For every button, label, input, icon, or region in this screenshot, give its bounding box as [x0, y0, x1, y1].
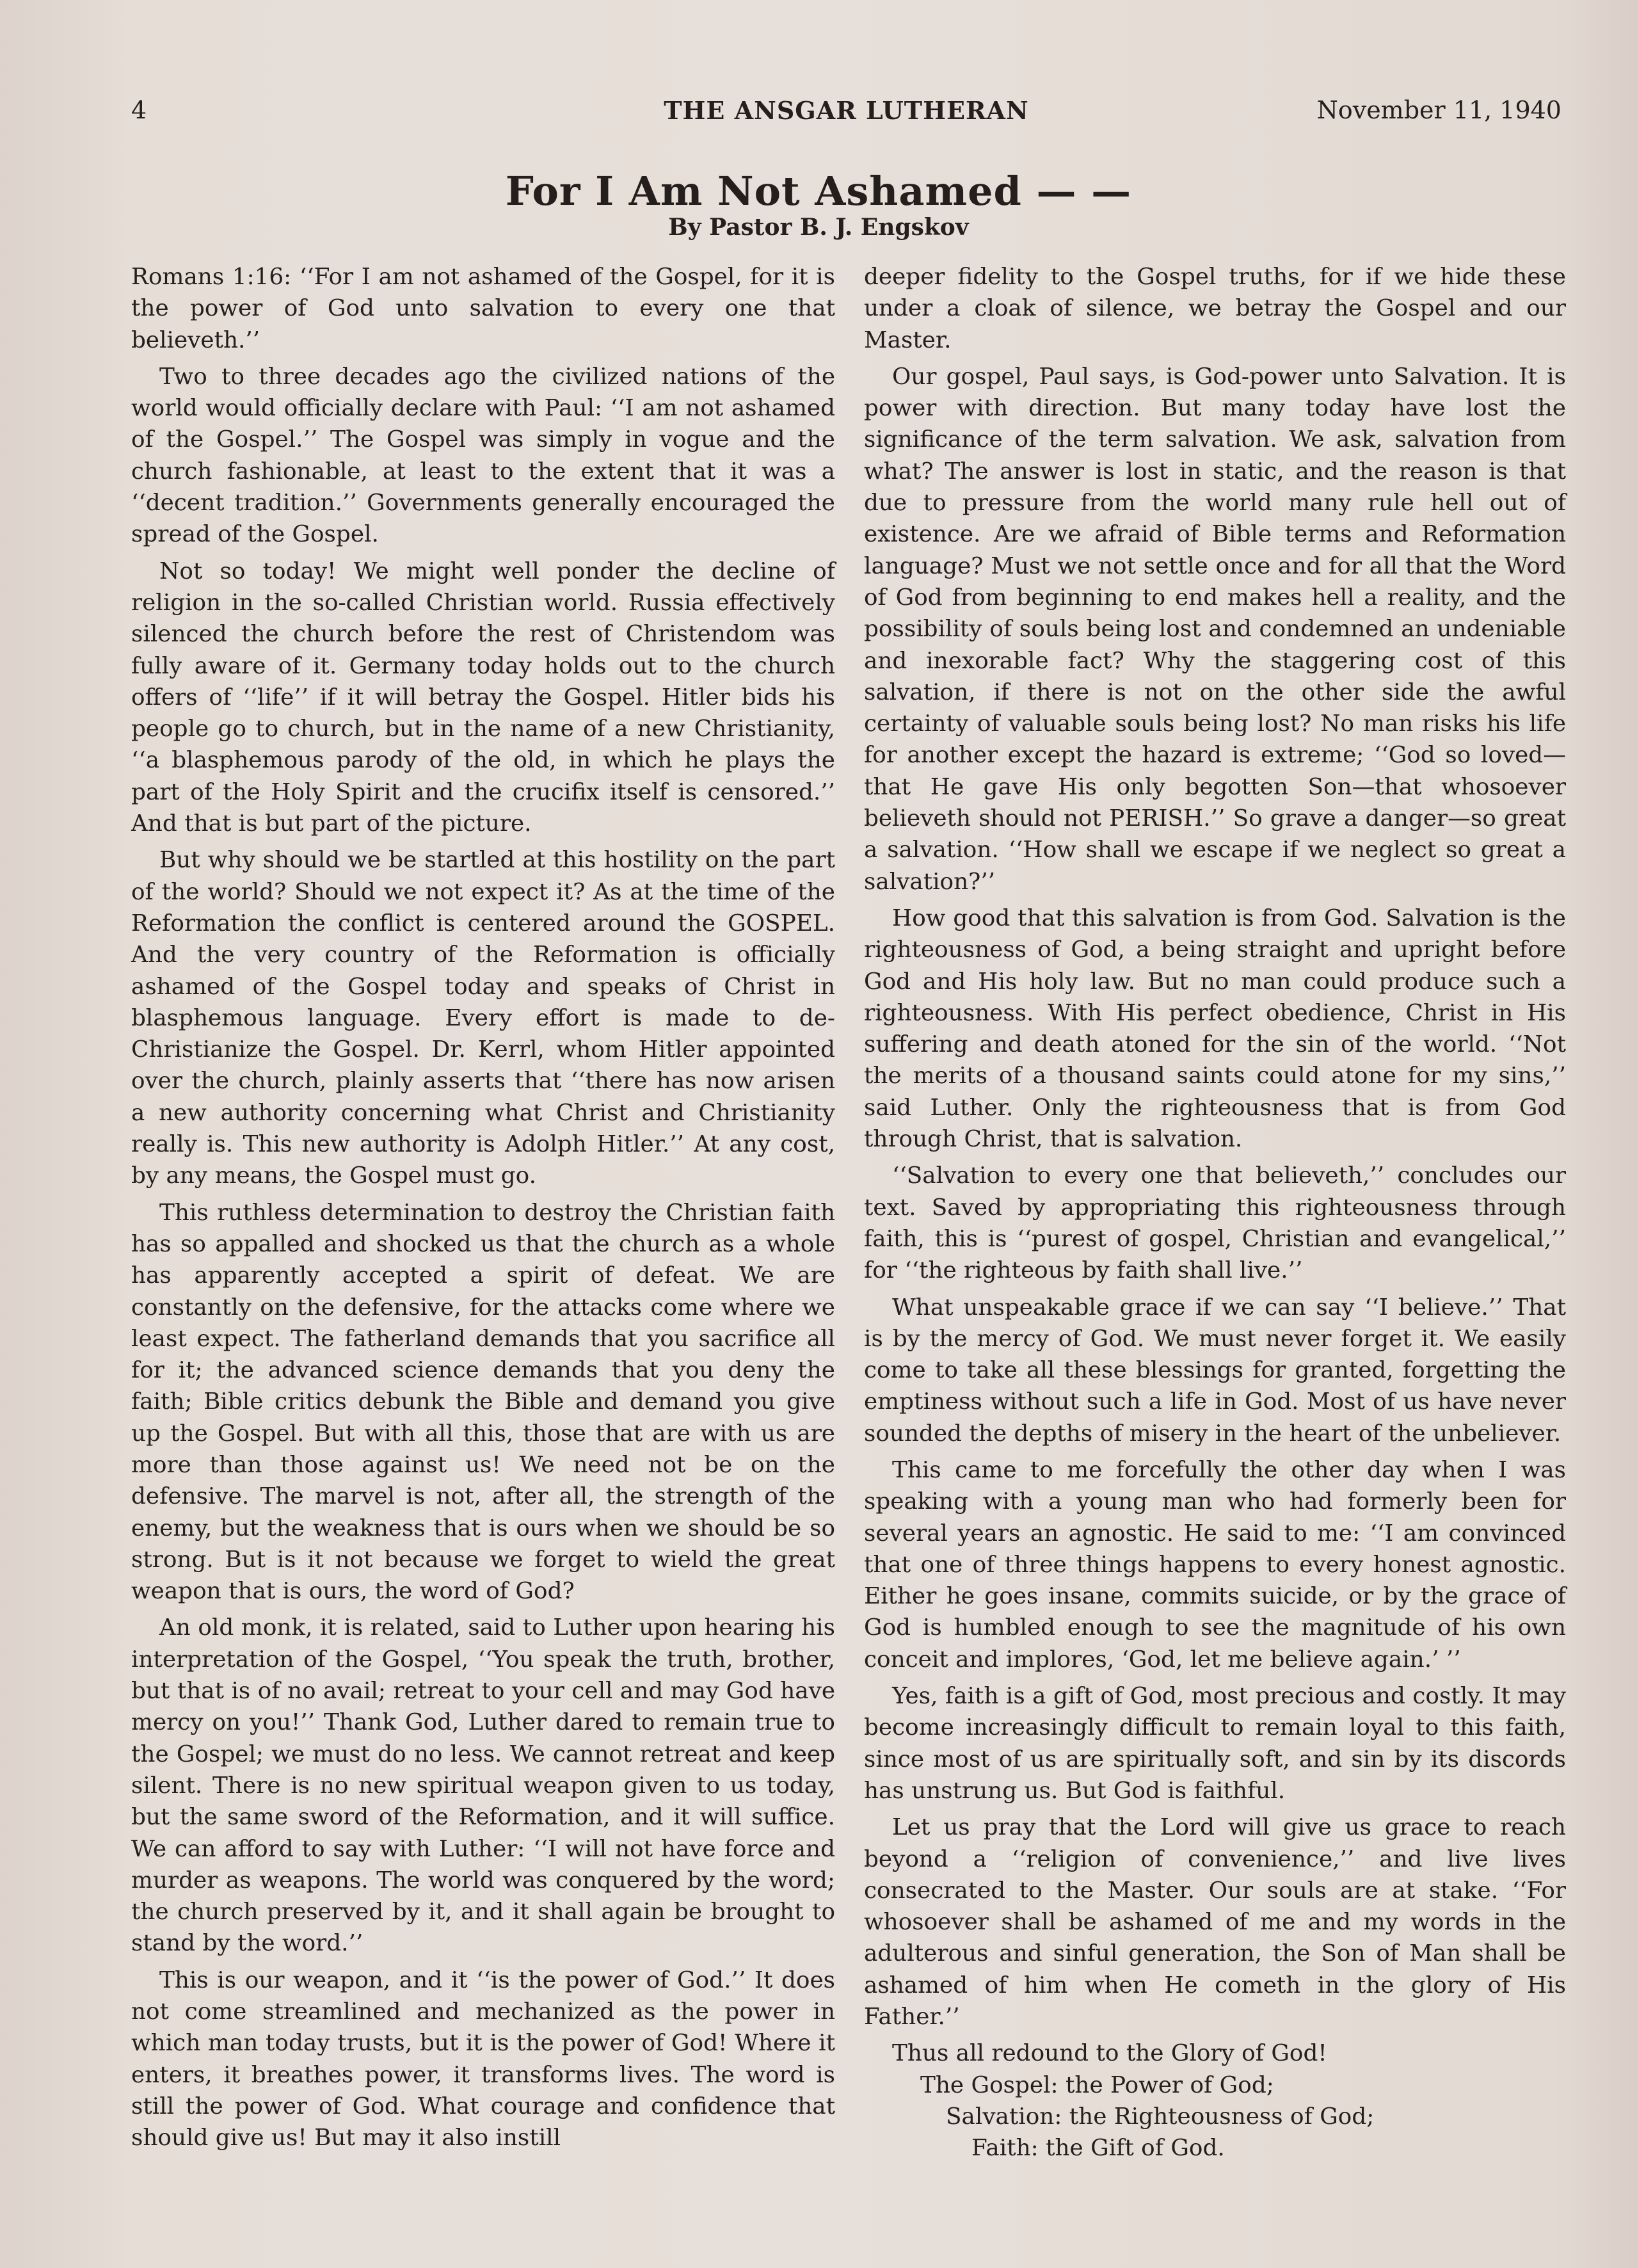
publication-title: THE ANSGAR LUTHERAN	[664, 96, 1029, 125]
paragraph: But why should we be startled at this hostility on the part of the world? Should we not expect it? As at the time of the Reformation the conflict is centered around the GOSPEL. And the very country of the Reformation is officially ashamed of the Gospel today and speaks of Christ in blasphemous language. Every effort is made to de-Christianize the Gospel. Dr. Kerrl, whom Hitler appointed over the church, plainly asserts that ‘‘there has now arisen a new authority concerning what Christ and Christianity really is. This new authority is Adolph Hitler.’’ At any cost, by any means, the Gospel must go.	[131, 847, 835, 1189]
closing-line: Salvation: the Righteousness of God;	[946, 2103, 1375, 2130]
article-title: For I Am Not Ashamed — —	[505, 168, 1132, 214]
paragraph: This came to me forcefully the other day when I was speaking with a young man who had formerly been for several years an agnostic. He said to me: ‘‘I am convinced that one of three things happens to every honest agnostic. Either he goes insane, commits suicide, or by the grace of God is humbled enough to see the magnitude of his own conceit and implores, ‘God, let me believe again.’ ’’	[864, 1456, 1566, 1673]
paragraph: Two to three decades ago the civilized nations of the world would officially declare with Paul: ‘‘I am not ashamed of the Gospel.’’ The Gospel was simply in vogue and the church fashionable, at least to the extent that it was a ‘‘decent tradition.’’ Governments generally encouraged the spread of the Gospel.	[131, 363, 835, 548]
paragraph: How good that this salvation is from God. Salvation is the righteousness of God, a being straight and upright before God and His holy law. But no man could produce such a righteousness. With His perfect obedience, Christ in His suffering and death atoned for the sin of the world. ‘‘Not the merits of a thousand saints could atone for my sins,’’ said Luther. Only the righteousness that is from God through Christ, that is salvation.	[864, 905, 1566, 1153]
paragraph: This is our weapon, and it ‘‘is the power of God.’’ It does not come streamlined and mechanized as the power in which man today trusts, but it is the power of God! Where it enters, it breathes power, it transforms lives. The word is still the power of God. What courage and confidence that should give us! But may it also instill	[131, 1966, 835, 2151]
closing-line: Faith: the Gift of God.	[971, 2135, 1225, 2162]
issue-date: November 11, 1940	[1316, 96, 1561, 124]
article-byline: By Pastor B. J. Engskov	[668, 214, 969, 241]
paragraph: What unspeakable grace if we can say ‘‘I believe.’’ That is by the mercy of God. We must never forget it. We easily come to take all these blessings for granted, forgetting the emptiness without such a life in God. Most of us have never sounded the depths of misery in the heart of the unbeliever.	[864, 1294, 1566, 1447]
paragraph: This ruthless determination to destroy the Christian faith has so appalled and shocked us that the church as a whole has apparently accepted a spirit of defeat. We are constantly on the defensive, for the attacks come where we least expect. The fatherland demands that you sacrifice all for it; the advanced science demands that you deny the faith; Bible critics debunk the Bible and demand you give up the Gospel. But with all this, those that are with us are more than those against us! We need not be on the defensive. The marvel is not, after all, the strength of the enemy, but the weakness that is ours when we should be so strong. But is it not because we forget to wield the great weapon that is ours, the word of God?	[131, 1199, 835, 1605]
closing-line: Thus all redound to the Glory of God!	[892, 2040, 1327, 2067]
paragraph: Yes, faith is a gift of God, most precious and costly. It may become increasingly difficult to remain loyal to this faith, since most of us are spiritually soft, and sin by its discords has unstrung us. But God is faithful.	[864, 1683, 1566, 1804]
closing-verse	[864, 2038, 1566, 2164]
paragraph: Romans 1:16: ‘‘For I am not ashamed of the Gospel, for it is the power of God unto salvation to every one that believeth.’’	[131, 264, 835, 353]
left-column	[131, 261, 835, 2159]
paragraph: Not so today! We might well ponder the decline of religion in the so-called Christian world. Russia effectively silenced the church before the rest of Christendom was fully aware of it. Germany today holds out to the church offers of ‘‘life’’ if it will betray the Gospel. Hitler bids his people go to church, but in the name of a new Christianity, ‘‘a blasphemous parody of the old, in which he plays the part of the Holy Spirit and the crucifix itself is censored.’’ And that is but part of the picture.	[131, 558, 835, 837]
paragraph: deeper fidelity to the Gospel truths, for if we hide these under a cloak of silence, we betray the Gospel and our Master.	[864, 264, 1566, 353]
paragraph: Our gospel, Paul says, is God-power unto Salvation. It is power with direction. But many today have lost the significance of the term salvation. We ask, salvation from what? The answer is lost in static, and the reason is that due to pressure from the world many rule hell out of existence. Are we afraid of Bible terms and Reformation language? Must we not settle once and for all that the Word of God from beginning to end makes hell a reality, and the possibility of souls being lost and condemned an undeniable and inexorable fact? Why the staggering cost of this salvation, if there is not on the other side the awful certainty of valuable souls being lost? No man risks his life for another except the hazard is extreme; ‘‘God so loved—that He gave His only begotten Son—that whosoever believeth should not PERISH.’’ So grave a danger—so great a salvation. ‘‘How shall we escape if we neglect so great a salvation?’’	[864, 363, 1566, 895]
paragraph: An old monk, it is related, said to Luther upon hearing his interpretation of the Gospel, ‘‘You speak the truth, brother, but that is of no avail; retreat to your cell and may God have mercy on you!’’ Thank God, Luther dared to remain true to the Gospel; we must do no less. We cannot retreat and keep silent. There is no new spiritual weapon given to us today, but the same sword of the Reformation, and it will suffice. We can afford to say with Luther: ‘‘I will not have force and murder as weapons. The world was conquered by the word; the church preserved by it, and it shall again be brought to stand by the word.’’	[131, 1614, 835, 1957]
page-number: 4	[131, 96, 147, 124]
paragraph: ‘‘Salvation to every one that believeth,’’ concludes our text. Saved by appropriating this righteousness through faith, this is ‘‘purest of gospel, Christian and evangelical,’’ for ‘‘the righteous by faith shall live.’’	[864, 1162, 1566, 1284]
paragraph: Let us pray that the Lord will give us grace to reach beyond a ‘‘religion of convenience,’’ and live lives consecrated to the Master. Our souls are at stake. ‘‘For whosoever shall be ashamed of me and my words in the adulterous and sinful generation, the Son of Man shall be ashamed of him when He cometh in the glory of His Father.’’	[864, 1814, 1566, 2031]
closing-line: The Gospel: the Power of God;	[920, 2071, 1274, 2098]
right-column	[864, 261, 1566, 2164]
page-header	[131, 96, 1561, 134]
